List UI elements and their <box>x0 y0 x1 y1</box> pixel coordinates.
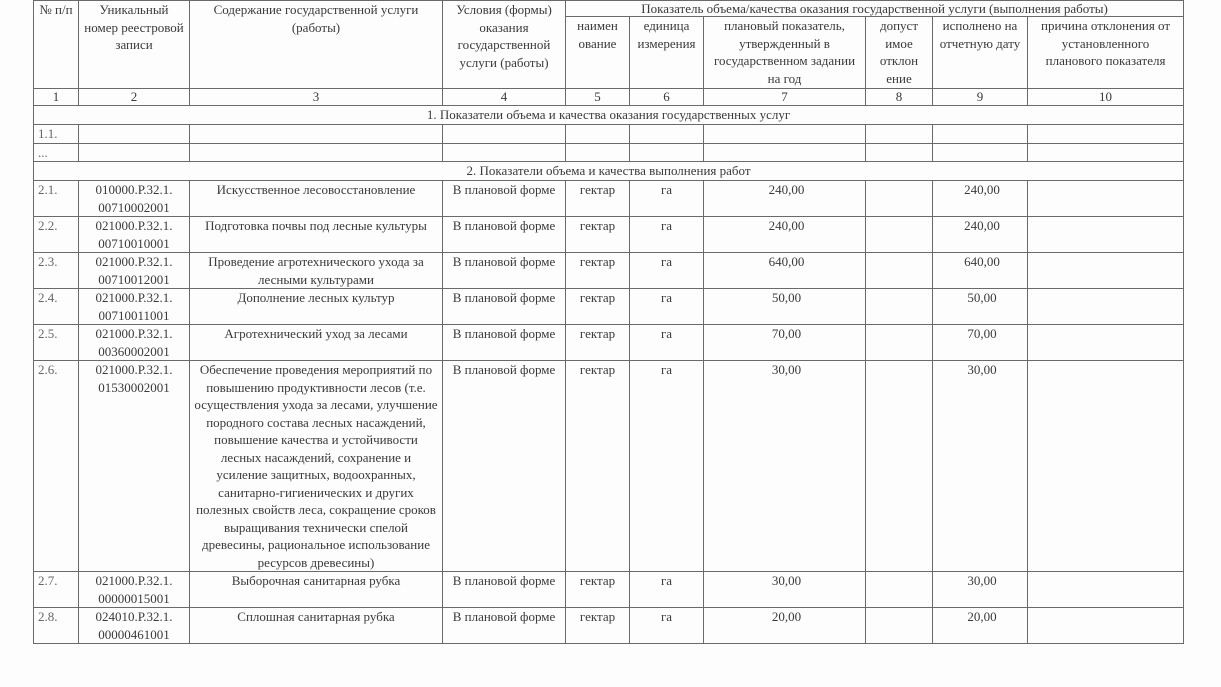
header-done: исполнено на отчетную дату <box>933 17 1028 89</box>
table-row <box>34 181 1184 217</box>
service-conditions: В плановой форме <box>443 572 566 608</box>
indicator-name: гектар <box>566 289 630 325</box>
column-number: 7 <box>704 89 866 106</box>
unit-of-measure: га <box>630 253 704 289</box>
header-deviation: допуст имое отклон ение <box>866 17 933 89</box>
allowed-deviation <box>866 325 933 361</box>
registry-number: 024010.Р.32.1. 00000461001 <box>79 608 190 644</box>
deviation-reason <box>1028 608 1184 644</box>
executed-value: 20,00 <box>933 608 1028 644</box>
header-num: № п/п <box>34 1 79 89</box>
section-1-title-row <box>34 106 1184 125</box>
row-number: 2.8. <box>34 608 79 644</box>
section-1-row <box>34 143 1184 162</box>
registry-number: 021000.Р.32.1. 00360002001 <box>79 325 190 361</box>
indicator-name: гектар <box>566 217 630 253</box>
table-row <box>34 608 1184 644</box>
planned-value: 50,00 <box>704 289 866 325</box>
header-reason: причина отклонения от установленного планового показателя <box>1028 17 1184 89</box>
executed-value: 640,00 <box>933 253 1028 289</box>
row-number: 1.1. <box>34 125 79 144</box>
column-number: 9 <box>933 89 1028 106</box>
indicator-name: гектар <box>566 253 630 289</box>
executed-value: 240,00 <box>933 181 1028 217</box>
header-registry: Уникальный номер реестровой записи <box>79 1 190 89</box>
row-number: 2.5. <box>34 325 79 361</box>
deviation-reason <box>1028 253 1184 289</box>
header-unit: единица измерения <box>630 17 704 89</box>
section-1-title: 1. Показатели объема и качества оказания государственных услуг <box>34 106 1184 125</box>
header-name: наимен ование <box>566 17 630 89</box>
unit-of-measure: га <box>630 572 704 608</box>
service-content: Проведение агротехнического ухода за лесными культурами <box>190 253 443 289</box>
column-number: 3 <box>190 89 443 106</box>
executed-value: 30,00 <box>933 572 1028 608</box>
planned-value: 70,00 <box>704 325 866 361</box>
column-number: 6 <box>630 89 704 106</box>
column-number: 8 <box>866 89 933 106</box>
unit-of-measure: га <box>630 181 704 217</box>
service-content: Обеспечение проведения мероприятий по повышению продуктивности лесов (т.е. осуществления ухода за лесами, улучшение породного состава лесных насаждений, повышение качества и устойчивости лесных насаждений, сохранение и усиление защитных, водоохранных, санитарно-гигиенических и других полезных свойств леса, сокращение сроков выращивания технически спелой древесины, рациональное использование ресурсов древесины) <box>190 361 443 572</box>
registry-number: 021000.Р.32.1. 00710010001 <box>79 217 190 253</box>
service-content: Искусственное лесовосстановление <box>190 181 443 217</box>
header-plan: плановый показатель, утвержденный в государственном задании на год <box>704 17 866 89</box>
registry-number: 021000.Р.32.1. 00710011001 <box>79 289 190 325</box>
indicator-name: гектар <box>566 608 630 644</box>
indicator-name: гектар <box>566 181 630 217</box>
executed-value: 70,00 <box>933 325 1028 361</box>
planned-value: 30,00 <box>704 361 866 572</box>
header-indicator-group: Показатель объема/качества оказания государственной услуги (выполнения работы) <box>566 1 1184 17</box>
registry-number: 021000.Р.32.1. 00000015001 <box>79 572 190 608</box>
unit-of-measure: га <box>630 217 704 253</box>
service-content: Подготовка почвы под лесные культуры <box>190 217 443 253</box>
service-conditions: В плановой форме <box>443 217 566 253</box>
service-content: Сплошная санитарная рубка <box>190 608 443 644</box>
deviation-reason <box>1028 572 1184 608</box>
column-number: 4 <box>443 89 566 106</box>
column-number: 1 <box>34 89 79 106</box>
unit-of-measure: га <box>630 608 704 644</box>
section-2-title: 2. Показатели объема и качества выполнения работ <box>34 162 1184 181</box>
header-row-1 <box>34 1 1184 17</box>
service-conditions: В плановой форме <box>443 325 566 361</box>
unit-of-measure: га <box>630 289 704 325</box>
row-number: ... <box>34 143 79 162</box>
deviation-reason <box>1028 361 1184 572</box>
row-number: 2.4. <box>34 289 79 325</box>
table-row <box>34 572 1184 608</box>
planned-value: 640,00 <box>704 253 866 289</box>
table-row <box>34 253 1184 289</box>
indicator-name: гектар <box>566 325 630 361</box>
allowed-deviation <box>866 253 933 289</box>
service-conditions: В плановой форме <box>443 181 566 217</box>
planned-value: 20,00 <box>704 608 866 644</box>
column-number: 10 <box>1028 89 1184 106</box>
unit-of-measure: га <box>630 361 704 572</box>
deviation-reason <box>1028 217 1184 253</box>
column-number: 5 <box>566 89 630 106</box>
deviation-reason <box>1028 181 1184 217</box>
service-conditions: В плановой форме <box>443 608 566 644</box>
planned-value: 240,00 <box>704 217 866 253</box>
row-number: 2.7. <box>34 572 79 608</box>
allowed-deviation <box>866 181 933 217</box>
executed-value: 50,00 <box>933 289 1028 325</box>
deviation-reason <box>1028 289 1184 325</box>
service-content: Агротехнический уход за лесами <box>190 325 443 361</box>
indicator-name: гектар <box>566 572 630 608</box>
service-conditions: В плановой форме <box>443 253 566 289</box>
service-conditions: В плановой форме <box>443 289 566 325</box>
executed-value: 30,00 <box>933 361 1028 572</box>
header-conditions: Условия (формы) оказания государственной услуги (работы) <box>443 1 566 89</box>
table-row <box>34 217 1184 253</box>
header-content: Содержание государственной услуги (работы) <box>190 1 443 89</box>
allowed-deviation <box>866 217 933 253</box>
service-content: Дополнение лесных культур <box>190 289 443 325</box>
row-number: 2.1. <box>34 181 79 217</box>
column-numbers-row <box>34 89 1184 106</box>
row-number: 2.6. <box>34 361 79 572</box>
table-row <box>34 361 1184 572</box>
row-number: 2.3. <box>34 253 79 289</box>
table-row <box>34 325 1184 361</box>
allowed-deviation <box>866 361 933 572</box>
service-content: Выборочная санитарная рубка <box>190 572 443 608</box>
registry-number: 021000.Р.32.1. 01530002001 <box>79 361 190 572</box>
registry-number: 021000.Р.32.1. 00710012001 <box>79 253 190 289</box>
allowed-deviation <box>866 608 933 644</box>
allowed-deviation <box>866 289 933 325</box>
planned-value: 240,00 <box>704 181 866 217</box>
service-conditions: В плановой форме <box>443 361 566 572</box>
section-2-title-row <box>34 162 1184 181</box>
indicator-name: гектар <box>566 361 630 572</box>
executed-value: 240,00 <box>933 217 1028 253</box>
planned-value: 30,00 <box>704 572 866 608</box>
report-table <box>33 0 1184 644</box>
row-number: 2.2. <box>34 217 79 253</box>
allowed-deviation <box>866 572 933 608</box>
section-1-row <box>34 125 1184 144</box>
registry-number: 010000.Р.32.1. 00710002001 <box>79 181 190 217</box>
deviation-reason <box>1028 325 1184 361</box>
table-row <box>34 289 1184 325</box>
column-number: 2 <box>79 89 190 106</box>
unit-of-measure: га <box>630 325 704 361</box>
